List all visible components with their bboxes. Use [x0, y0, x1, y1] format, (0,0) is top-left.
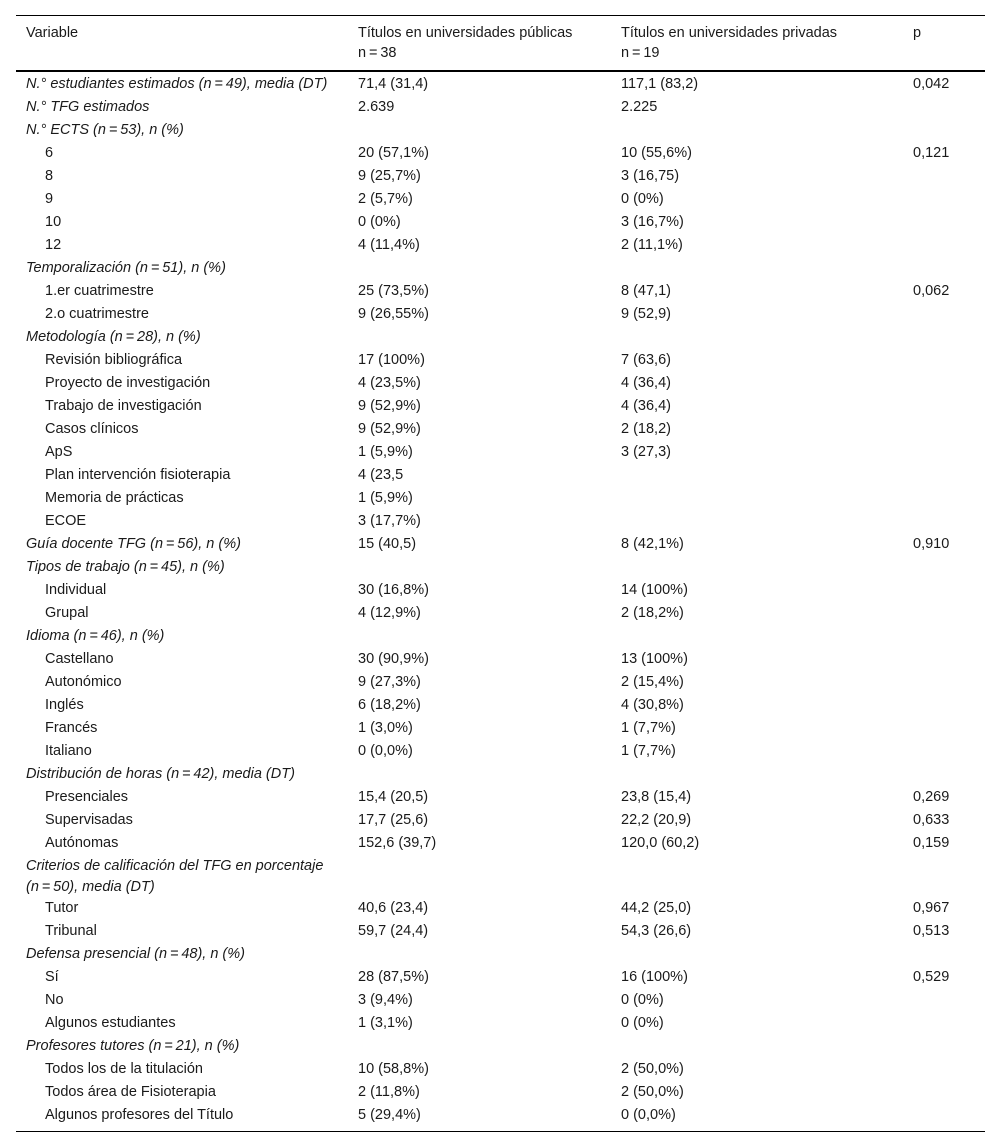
- public-value: 5 (29,4%): [348, 1105, 611, 1132]
- public-value: 9 (52,9%): [358, 421, 421, 437]
- section-row: [16, 626, 985, 649]
- table-row: [16, 465, 985, 488]
- public-value: 0 (0%): [358, 214, 401, 230]
- table-body: [16, 71, 985, 1132]
- private-value: 44,2 (25,0): [621, 900, 692, 916]
- public-value: [348, 1036, 611, 1059]
- row-label: Algunos profesores del Título: [16, 1105, 348, 1132]
- public-value: 152,6 (39,7): [358, 835, 437, 851]
- public-value: 4 (23,5%): [358, 375, 421, 391]
- section-row: [16, 1036, 985, 1059]
- p-value: [903, 166, 985, 189]
- table-row: [16, 442, 985, 465]
- public-value: 9 (25,7%): [358, 168, 421, 184]
- table-row: [16, 396, 985, 419]
- row-label: Casos clínicos: [45, 421, 139, 437]
- p-value: [903, 1059, 985, 1082]
- table-row: [16, 511, 985, 534]
- row-label: Todos área de Fisioterapia: [45, 1084, 216, 1100]
- p-value: [903, 718, 985, 741]
- table-row: [16, 741, 985, 764]
- table-row: [16, 419, 985, 442]
- table-row: [16, 787, 985, 810]
- private-value: [611, 764, 903, 787]
- private-value: 2 (50,0%): [621, 1084, 684, 1100]
- public-value: 71,4 (31,4): [358, 76, 429, 92]
- row-label: Temporalización (n = 51), n (%): [26, 260, 226, 276]
- p-value: 0,042: [913, 76, 950, 92]
- row-label: Revisión bibliográfica: [45, 352, 183, 368]
- public-value: [348, 327, 611, 350]
- public-value: 10 (58,8%): [358, 1061, 429, 1077]
- public-value: 9 (26,55%): [358, 306, 429, 322]
- private-value: [611, 944, 903, 967]
- private-value: 2.225: [621, 99, 658, 115]
- row-label: Criterios de calificación del TFG en porcentaje (n = 50), media (DT): [26, 858, 324, 895]
- row-label: Individual: [45, 582, 107, 598]
- p-value: [903, 97, 985, 120]
- p-value: [903, 603, 985, 626]
- private-value: 16 (100%): [621, 969, 688, 985]
- p-value: 0,062: [913, 283, 950, 299]
- row-label: N.° estudiantes estimados (n = 49), media (DT): [26, 76, 328, 92]
- row-label: N.° ECTS (n = 53), n (%): [26, 122, 184, 138]
- private-value: 2 (18,2): [621, 421, 671, 437]
- p-value: [903, 649, 985, 672]
- public-value: [348, 626, 611, 649]
- public-value: [348, 120, 611, 143]
- p-value: [903, 1105, 985, 1132]
- p-value: [903, 1036, 985, 1059]
- public-value: 3 (9,4%): [358, 992, 413, 1008]
- row-label: Italiano: [45, 743, 92, 759]
- private-value: 3 (27,3): [621, 444, 671, 460]
- private-value: 8 (47,1): [621, 283, 671, 299]
- section-row: [16, 258, 985, 281]
- row-label: N.° TFG estimados: [26, 99, 150, 115]
- private-value: 0 (0%): [621, 992, 664, 1008]
- public-value: 1 (5,9%): [358, 490, 413, 506]
- private-value: [611, 327, 903, 350]
- private-value: [611, 258, 903, 281]
- p-value: [903, 856, 985, 898]
- table-row: [16, 304, 985, 327]
- public-value: 9 (52,9%): [358, 398, 421, 414]
- p-value: [903, 235, 985, 258]
- public-value: 30 (16,8%): [358, 582, 429, 598]
- public-value: [348, 856, 611, 898]
- table-row: [16, 281, 985, 304]
- p-value: [903, 488, 985, 511]
- private-value: 14 (100%): [621, 582, 688, 598]
- row-label: Plan intervención fisioterapia: [45, 467, 231, 483]
- public-value: 25 (73,5%): [358, 283, 429, 299]
- private-value: 9 (52,9): [621, 306, 671, 322]
- public-value: 2.639: [358, 99, 395, 115]
- public-value: 2 (11,8%): [358, 1084, 420, 1100]
- row-label: 6: [45, 145, 54, 161]
- public-value: 6 (18,2%): [358, 697, 421, 713]
- table-row: [16, 350, 985, 373]
- private-value: [611, 488, 903, 511]
- row-label: 2.o cuatrimestre: [45, 306, 149, 322]
- row-label: Distribución de horas (n = 42), media (DT): [26, 766, 295, 782]
- p-value: 0,159: [913, 835, 950, 851]
- private-value: 1 (7,7%): [621, 743, 676, 759]
- row-label: Profesores tutores (n = 21), n (%): [26, 1038, 240, 1054]
- row-label: 9: [45, 191, 54, 207]
- row-label: 10: [45, 214, 62, 230]
- private-value: 2 (15,4%): [621, 674, 684, 690]
- public-value: 1 (5,9%): [358, 444, 413, 460]
- public-value: 1 (3,1%): [358, 1015, 413, 1031]
- p-value: [903, 304, 985, 327]
- private-value: 3 (16,7%): [621, 214, 684, 230]
- private-value: 117,1 (83,2): [621, 76, 699, 92]
- p-value: [903, 990, 985, 1013]
- p-value: [903, 580, 985, 603]
- table-row: [16, 488, 985, 511]
- header-private: [611, 16, 903, 72]
- table-row: [16, 672, 985, 695]
- row-label: Memoria de prácticas: [45, 490, 184, 506]
- table-row: [16, 1105, 985, 1132]
- public-value: 28 (87,5%): [358, 969, 429, 985]
- table-row: [16, 810, 985, 833]
- private-value: 7 (63,6): [621, 352, 671, 368]
- public-value: 59,7 (24,4): [358, 923, 429, 939]
- private-value: 0 (0,0%): [611, 1105, 903, 1132]
- public-value: 3 (17,7%): [358, 513, 421, 529]
- private-value: 2 (11,1%): [621, 237, 683, 253]
- table-row: [16, 990, 985, 1013]
- p-value: [903, 741, 985, 764]
- row-label: Trabajo de investigación: [45, 398, 202, 414]
- header-row: [16, 16, 985, 72]
- header-public: [348, 16, 611, 72]
- row-label: Guía docente TFG (n = 56), n (%): [26, 536, 241, 552]
- private-value: 4 (30,8%): [621, 697, 684, 713]
- row-label: Defensa presencial (n = 48), n (%): [26, 946, 245, 962]
- public-value: 4 (23,5: [358, 467, 404, 483]
- row-label: ECOE: [45, 513, 87, 529]
- row-label: Supervisadas: [45, 812, 133, 828]
- private-value: 23,8 (15,4): [621, 789, 692, 805]
- section-row: [16, 764, 985, 787]
- row-label: Metodología (n = 28), n (%): [26, 329, 201, 345]
- table-row: [16, 373, 985, 396]
- row-label: Idioma (n = 46), n (%): [26, 628, 165, 644]
- p-value: [903, 511, 985, 534]
- row-label: No: [45, 992, 64, 1008]
- p-value: 0,910: [913, 536, 950, 552]
- p-value: [903, 442, 985, 465]
- public-value: 40,6 (23,4): [358, 900, 429, 916]
- public-value: 1 (3,0%): [358, 720, 413, 736]
- table-row: [16, 898, 985, 921]
- row-label: Presenciales: [45, 789, 129, 805]
- public-value: 0 (0,0%): [358, 743, 413, 759]
- row-label: Algunos estudiantes: [45, 1015, 176, 1031]
- private-value: [611, 626, 903, 649]
- table-row: [16, 212, 985, 235]
- table-row: [16, 143, 985, 166]
- section-row: [16, 327, 985, 350]
- public-value: [348, 764, 611, 787]
- row-label: ApS: [45, 444, 73, 460]
- row-label: Todos los de la titulación: [45, 1061, 203, 1077]
- row-label: Tipos de trabajo (n = 45), n (%): [26, 559, 225, 575]
- p-value: [903, 626, 985, 649]
- row-label: Grupal: [45, 605, 89, 621]
- p-value: [903, 764, 985, 787]
- private-value: 54,3 (26,6): [621, 923, 692, 939]
- p-value: [903, 396, 985, 419]
- section-row: [16, 557, 985, 580]
- p-value: 0,529: [913, 969, 950, 985]
- public-value: 15 (40,5): [358, 536, 417, 552]
- section-row: [16, 120, 985, 143]
- private-value: 2 (50,0%): [621, 1061, 684, 1077]
- private-value: 0 (0%): [621, 1015, 664, 1031]
- header-variable: Variable: [16, 16, 348, 72]
- row-label: 8: [45, 168, 54, 184]
- table-row: [16, 1082, 985, 1105]
- row-label: Autonómico: [45, 674, 122, 690]
- private-value: [611, 511, 903, 534]
- table-row: [16, 235, 985, 258]
- header-public-title: Títulos en universidades públicas: [358, 25, 573, 41]
- p-value: [903, 373, 985, 396]
- p-value: 0,269: [913, 789, 950, 805]
- row-label: Tribunal: [45, 923, 97, 939]
- public-value: [348, 258, 611, 281]
- section-row: [16, 71, 985, 97]
- table-row: [16, 580, 985, 603]
- private-value: [611, 120, 903, 143]
- p-value: [903, 350, 985, 373]
- header-private-n: n = 19: [621, 45, 660, 61]
- table-row: [16, 649, 985, 672]
- public-value: 20 (57,1%): [358, 145, 429, 161]
- public-value: [348, 557, 611, 580]
- private-value: 1 (7,7%): [621, 720, 676, 736]
- p-value: [903, 557, 985, 580]
- private-value: [611, 856, 903, 898]
- p-value: [903, 465, 985, 488]
- p-value: [903, 212, 985, 235]
- public-value: 17 (100%): [358, 352, 425, 368]
- table-row: [16, 695, 985, 718]
- p-value: [903, 419, 985, 442]
- row-label: 12: [45, 237, 62, 253]
- p-value: 0,513: [913, 923, 950, 939]
- private-value: 22,2 (20,9): [621, 812, 692, 828]
- p-value: [903, 327, 985, 350]
- public-value: 4 (11,4%): [358, 237, 420, 253]
- p-value: 0,967: [913, 900, 950, 916]
- p-value: [903, 189, 985, 212]
- row-label: Sí: [45, 969, 59, 985]
- row-label: Proyecto de investigación: [45, 375, 211, 391]
- table-row: [16, 189, 985, 212]
- table-row: [16, 967, 985, 990]
- row-label: Francés: [45, 720, 98, 736]
- public-value: 17,7 (25,6): [358, 812, 429, 828]
- p-value: [903, 258, 985, 281]
- private-value: 120,0 (60,2): [621, 835, 700, 851]
- private-value: 4 (36,4): [621, 375, 671, 391]
- table-header: [16, 16, 985, 72]
- private-value: 2 (18,2%): [621, 605, 684, 621]
- header-public-n: n = 38: [358, 45, 397, 61]
- private-value: 10 (55,6%): [621, 145, 692, 161]
- header-private-title: Títulos en universidades privadas: [621, 25, 838, 41]
- row-label: Tutor: [45, 900, 79, 916]
- results-table: [16, 15, 985, 1132]
- p-value: 0,121: [913, 145, 950, 161]
- public-value: 2 (5,7%): [358, 191, 413, 207]
- table-row: [16, 833, 985, 856]
- p-value: [903, 1082, 985, 1105]
- private-value: 13 (100%): [621, 651, 688, 667]
- p-value: [903, 1013, 985, 1036]
- p-value: [903, 695, 985, 718]
- section-row: [16, 856, 985, 898]
- table-row: [16, 718, 985, 741]
- public-value: [348, 944, 611, 967]
- private-value: 0 (0%): [621, 191, 664, 207]
- table-row: [16, 1013, 985, 1036]
- row-label: Castellano: [45, 651, 114, 667]
- section-row: [16, 534, 985, 557]
- private-value: [611, 1036, 903, 1059]
- table-row: [16, 921, 985, 944]
- public-value: 4 (12,9%): [358, 605, 421, 621]
- p-value: 0,633: [913, 812, 950, 828]
- section-row: [16, 944, 985, 967]
- p-value: [903, 944, 985, 967]
- public-value: 15,4 (20,5): [358, 789, 429, 805]
- row-label: Autónomas: [45, 835, 119, 851]
- private-value: 4 (36,4): [621, 398, 671, 414]
- table-row: [16, 166, 985, 189]
- private-value: [611, 465, 903, 488]
- table-row: [16, 1059, 985, 1082]
- public-value: 30 (90,9%): [358, 651, 429, 667]
- table-row: [16, 603, 985, 626]
- private-value: [611, 557, 903, 580]
- row-label: 1.er cuatrimestre: [45, 283, 154, 299]
- section-row: [16, 97, 985, 120]
- public-value: 9 (27,3%): [358, 674, 421, 690]
- p-value: [903, 120, 985, 143]
- row-label: Inglés: [45, 697, 84, 713]
- private-value: 3 (16,75): [621, 168, 680, 184]
- private-value: 8 (42,1%): [621, 536, 684, 552]
- p-value: [903, 672, 985, 695]
- header-p: p: [903, 16, 985, 72]
